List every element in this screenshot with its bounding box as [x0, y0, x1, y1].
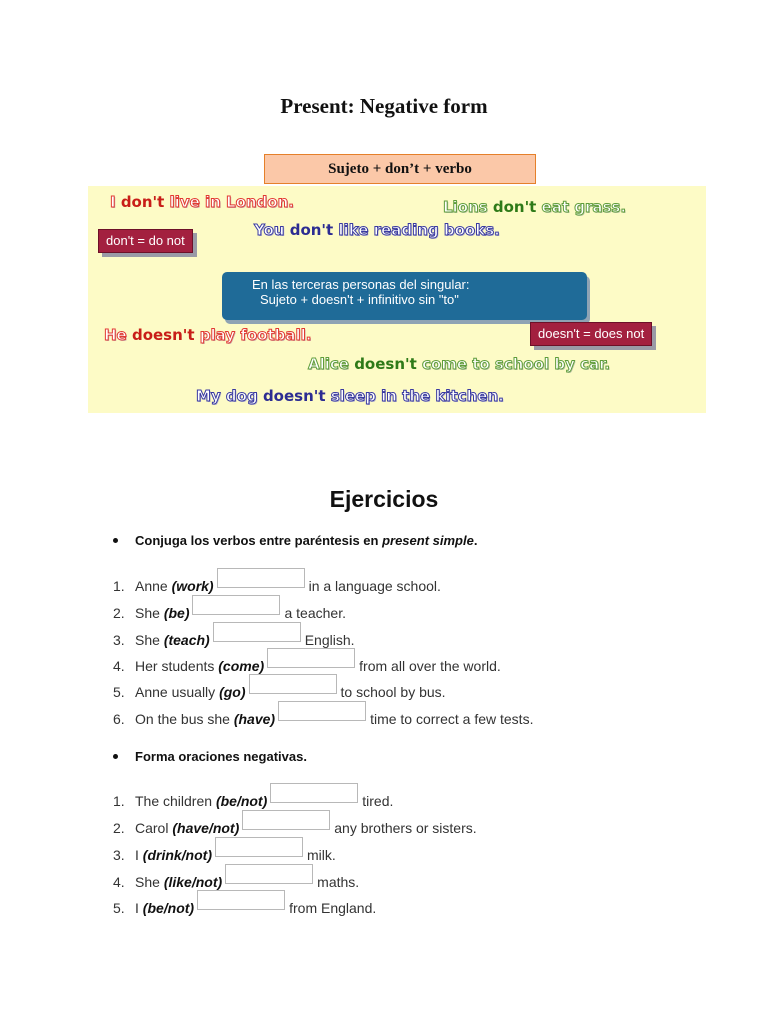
example-sentence-4: [104, 326, 311, 344]
sentence-part: I: [110, 193, 121, 211]
sentence-key: doesn't: [262, 387, 326, 405]
item-number: 5.: [113, 684, 125, 700]
instruction-text: Forma oraciones negativas.: [135, 749, 307, 764]
example-sentence-1: [110, 193, 294, 211]
item-verb: (be/not): [215, 793, 268, 809]
item-number: 5.: [113, 900, 125, 916]
answer-field[interactable]: [267, 648, 355, 668]
answer-field[interactable]: [213, 622, 301, 642]
item-text: She: [135, 874, 164, 890]
example-sentence-2: [443, 198, 626, 216]
sentence-key: don't: [120, 193, 165, 211]
item-text: On the bus she: [135, 711, 234, 727]
instruction-text-end: .: [473, 533, 478, 548]
bullet-icon: [113, 754, 118, 759]
item-text-end: a teacher.: [284, 605, 346, 621]
item-number: 4.: [113, 658, 125, 674]
example-sentence-3: [254, 221, 500, 239]
item-number: 3.: [113, 847, 125, 863]
item-text: Her students: [135, 658, 219, 674]
contraction-tag-dont: don't = do not: [98, 229, 193, 253]
item-verb: (be/not): [142, 900, 195, 916]
sentence-key: doesn't: [131, 326, 195, 344]
exercise-item: [113, 681, 446, 703]
answer-field[interactable]: [215, 837, 303, 857]
item-text: Anne usually: [135, 684, 220, 700]
item-text: She: [135, 632, 164, 648]
sentence-part: eat grass.: [536, 198, 627, 216]
formula-box: Sujeto + don’t + verbo: [264, 154, 536, 184]
sentence-part: He: [104, 326, 132, 344]
item-verb: (drink/not): [142, 847, 212, 863]
answer-field[interactable]: [249, 674, 337, 694]
exercise-item: [113, 897, 376, 919]
sentence-part: You: [254, 221, 290, 239]
sentence-part: My dog: [196, 387, 263, 405]
sentence-part: Alice: [308, 355, 355, 373]
sentence-part: play football.: [194, 326, 312, 344]
instruction-2: [113, 749, 307, 764]
exercise-item: [113, 575, 441, 597]
sentence-key: don't: [289, 221, 334, 239]
instruction-text: Conjuga los verbos entre paréntesis en: [135, 533, 383, 548]
exercise-item: [113, 790, 393, 812]
instruction-1: [113, 533, 477, 548]
answer-field[interactable]: [192, 595, 280, 615]
sentence-key: don't: [492, 198, 537, 216]
item-text-end: time to correct a few tests.: [370, 711, 534, 727]
exercise-item: [113, 817, 477, 839]
sentence-key: doesn't: [354, 355, 417, 373]
answer-field[interactable]: [270, 783, 358, 803]
callout-line-2: Sujeto + doesn't + infinitivo sin "to": [260, 292, 459, 307]
answer-field[interactable]: [242, 810, 330, 830]
page-title: Present: Negative form: [280, 94, 488, 118]
contraction-tag-doesnt: doesn't = does not: [530, 322, 652, 346]
answer-field[interactable]: [278, 701, 366, 721]
item-number: 2.: [113, 605, 125, 621]
item-number: 2.: [113, 820, 125, 836]
exercise-item: [113, 708, 533, 730]
item-text-end: maths.: [317, 874, 360, 890]
sentence-part: like reading books.: [333, 221, 500, 239]
item-verb: (work): [171, 578, 214, 594]
sentence-part: come to school by car.: [416, 355, 611, 373]
item-text: I: [135, 900, 143, 916]
item-text-end: from all over the world.: [359, 658, 501, 674]
item-verb: (teach): [163, 632, 210, 648]
answer-field[interactable]: [225, 864, 313, 884]
item-text-end: any brothers or sisters.: [334, 820, 477, 836]
exercises-heading: Ejercicios: [329, 486, 439, 512]
exercise-item: [113, 602, 346, 624]
example-sentence-5: [308, 355, 610, 373]
item-number: 1.: [113, 578, 125, 594]
sentence-part: sleep in the kitchen.: [325, 387, 504, 405]
exercise-item: [113, 844, 336, 866]
instruction-emphasis: present simple: [382, 533, 474, 548]
bullet-icon: [113, 538, 118, 543]
item-text-end: English.: [304, 632, 355, 648]
item-text-end: in a language school.: [308, 578, 441, 594]
item-text: She: [135, 605, 164, 621]
item-verb: (be): [163, 605, 190, 621]
answer-field[interactable]: [217, 568, 305, 588]
item-text: I: [135, 847, 143, 863]
item-number: 1.: [113, 793, 125, 809]
sentence-part: Lions: [443, 198, 493, 216]
item-verb: (have/not): [172, 820, 240, 836]
item-text: Carol: [135, 820, 173, 836]
item-verb: (go): [219, 684, 246, 700]
item-verb: (come): [218, 658, 265, 674]
item-text-end: tired.: [362, 793, 394, 809]
answer-field[interactable]: [197, 890, 285, 910]
item-number: 4.: [113, 874, 125, 890]
item-verb: (have): [233, 711, 276, 727]
item-number: 3.: [113, 632, 125, 648]
item-text-end: from England.: [289, 900, 377, 916]
item-text: Anne: [135, 578, 172, 594]
item-verb: (like/not): [163, 874, 223, 890]
sentence-part: live in London.: [164, 193, 294, 211]
item-number: 6.: [113, 711, 125, 727]
callout-line-1: En las terceras personas del singular:: [252, 277, 470, 292]
example-sentence-6: [196, 387, 504, 405]
item-text-end: to school by bus.: [340, 684, 446, 700]
third-person-callout: [222, 272, 587, 320]
item-text-end: milk.: [307, 847, 336, 863]
item-text: The children: [135, 793, 216, 809]
